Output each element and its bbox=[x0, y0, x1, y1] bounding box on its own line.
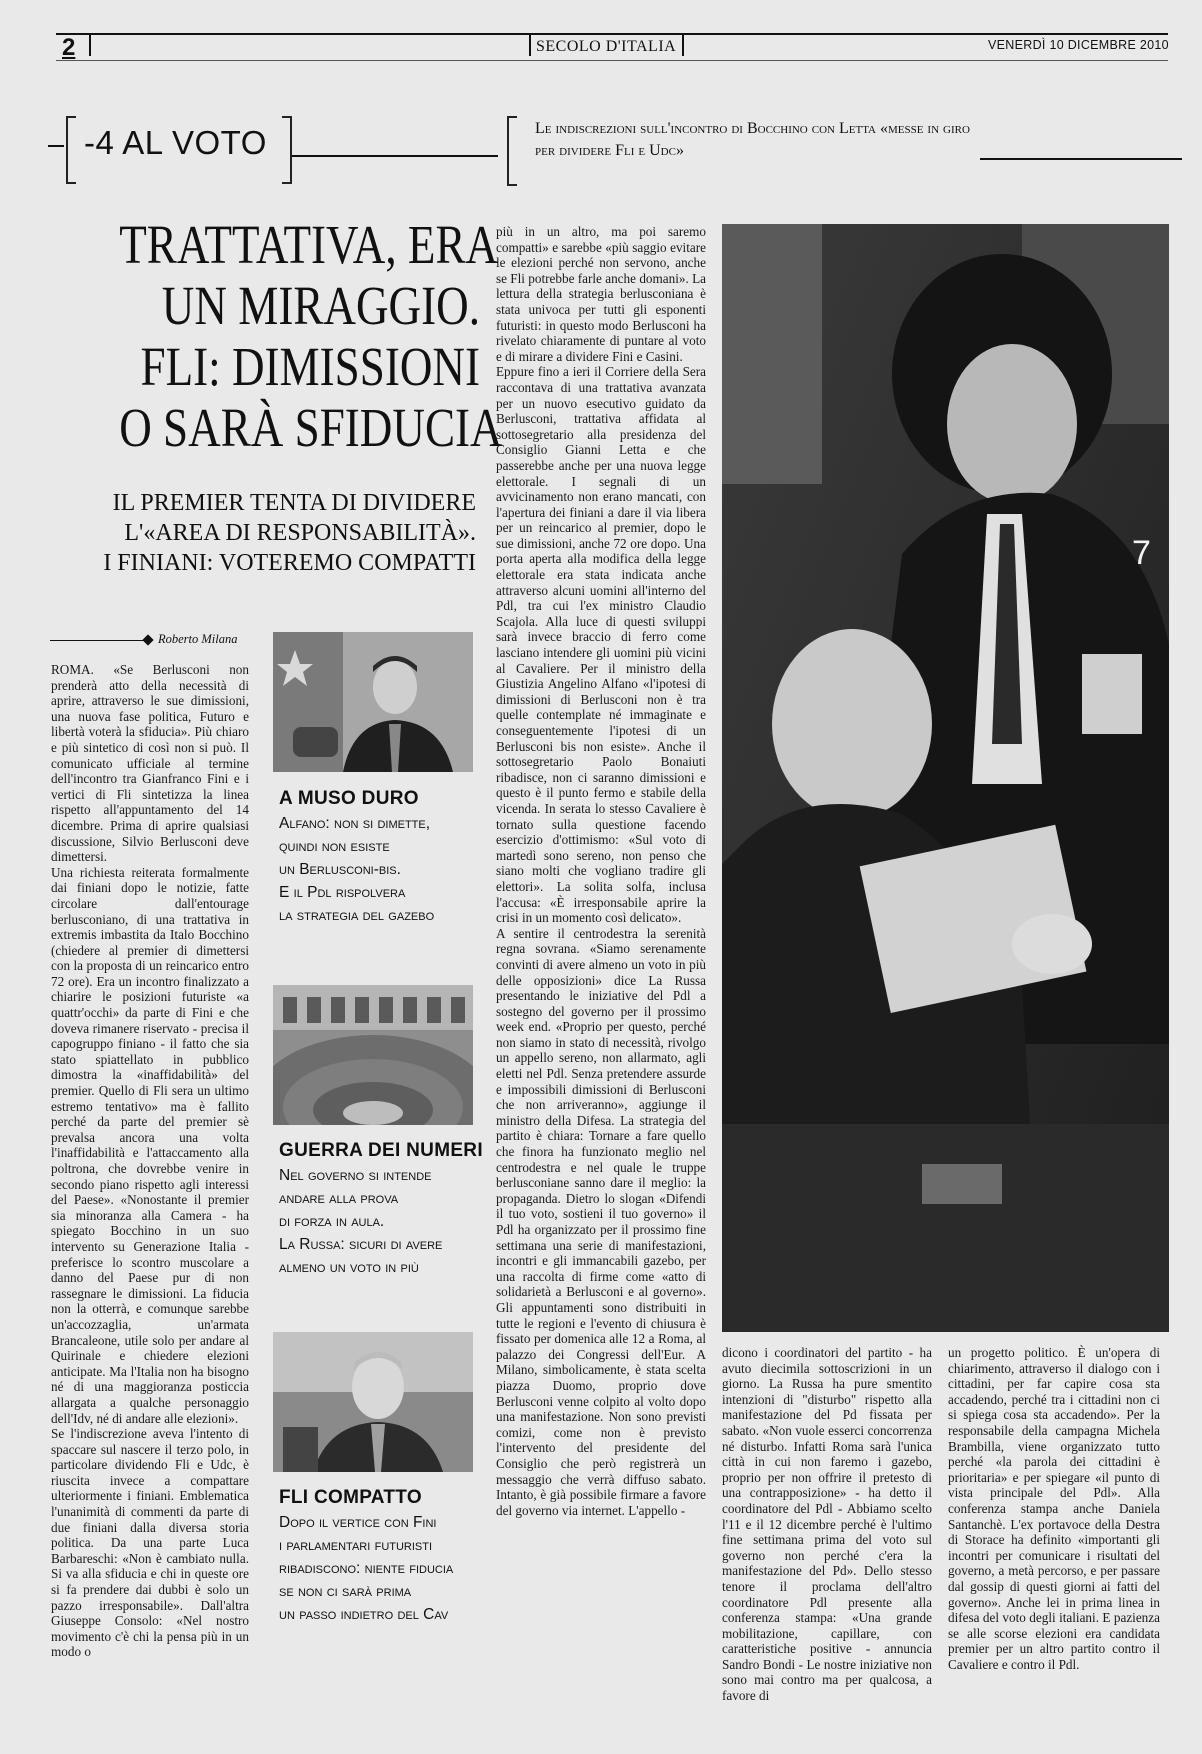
sidebar-2-line: almeno un voto in più bbox=[279, 1259, 419, 1276]
sidebar-2-line: andare alla prova bbox=[279, 1190, 399, 1207]
subhead-line: IL PREMIER TENTA DI DIVIDERE bbox=[112, 490, 476, 516]
masthead-divider-left bbox=[529, 34, 531, 56]
sidebar-1-line: quindi non esiste bbox=[279, 838, 390, 855]
alfano-photo bbox=[273, 632, 473, 772]
article-column-4: un progetto politico. È un'opera di chiarimento, attraverso il dialogo con i cittadini, per far capire cosa sta accadendo, perché tra i cittadini non ci si spiega cosa sta accadendo». Per la responsabile della campagna Michela Brambilla, viene organizzato tutto perché «la parola dei cittadini è prioritaria» e per spiegare «il punto di vista principale del Pdl». Alla conferenza stampa anche Daniela Santanchè. L'ex portavoce della Destra di Storace ha definito «importanti gli incontri per comunicare i risultati del governo, a metà percorso, e per passare dal gossip di questi giorni ai fatti del governo». Anche lei in prima linea in difesa del voto degli italiani. E pazienza se alle scorse elezioni era candidata premier per un altro partito contro il Cavaliere e contro il Pdl. bbox=[948, 1345, 1160, 1672]
sidebar-3-line: ribadiscono: niente fiducia bbox=[279, 1560, 454, 1577]
sidebar-3-line: Dopo il vertice con Fini bbox=[279, 1514, 437, 1531]
headline-line: UN MIRAGGIO. bbox=[161, 275, 480, 336]
fini-photo bbox=[273, 1332, 473, 1472]
sidebar-2-line: Nel governo si intende bbox=[279, 1167, 432, 1184]
byline-rule bbox=[50, 640, 146, 641]
header-rule-bottom bbox=[56, 60, 1168, 61]
article-column-1: ROMA. «Se Berlusconi non prenderà atto della necessità di aprire, attraverso le sue dimissioni, una nuova fase politica, Futuro e libertà voterà la sfiducia». Più chiaro e più sintetico di così non si può. Il comunicato ufficiale al termine dell'incontro tra Gianfranco Fini e i vertici di Fli sintetizza la linea rispetto all'appuntamento del 14 dicembre. Prima di aprire qualsiasi discussione, Silvio Berlusconi deve dimettersi. Una richiesta reiterata formalmente dai finiani dopo le notizie, fatte circolare dall'entourage berlusconiano, di una trattativa in extremis imbastita da Italo Bocchino (chiedere al premier di dimettersi con la proposta di un reincarico entro 72 ore). Era un incontro finalizzato a chiarire le posizioni futuriste «a quattr'occhi» da parte di Fini e che doveva rimanere riservato - precisa il capogruppo finiano - il fatto che sia stato spiattellato in pubblico dimostra la «inaffidabilità» del premier. Quello di Fli sera un ultimo estremo tentativo» ma è fallito perché da parte del premier sè prevalsa ancora una volta l'inaffidabilità e l'attaccamento alla poltrona, che dovrebbe venire in secondo piano rispetto agli interessi del Paese». «Nonostante il premier sia minoranza alla Camera - ha spiegato Bocchino in un suo intervento su Generazione Italia - preferisce lo scontro muscolare a danno del Paese pur di non rassegnare le dimissioni. La fiducia non la otterrà, e comunque sarebbe un'accozzaglia, un'armata Brancaleone, utile solo per andare al Quirinale e chiedere elezioni anticipate. Ma l'Italia non ha bisogno né di una maggioranza posticcia allargata a qualche personaggio dell'Idv, né di andare alle elezioni». Se l'indiscrezione aveva l'intento di spaccare sul nascere il terzo polo, in particolare dividendo Fli e Udc, è riuscita invece a compattare ulteriormente i finiani. Emblematica l'unanimità di commenti da parte di due finiani dalla diversa storia politica. Da una parte Luca Barbareschi: «Non è cambiato nulla. Si va alla sfiducia e chi in queste ore si fa prendere dai dubbi è solo un pazzo irresponsabile». Dall'altra Giuseppe Consolo: «Nel nostro movimento c'è chi la pensa più in un modo o bbox=[51, 662, 249, 1660]
sidebar-3-body bbox=[279, 1511, 484, 1626]
section-rule-mid bbox=[292, 155, 498, 157]
main-photo bbox=[722, 224, 1169, 1332]
section-label: -4 AL VOTO bbox=[84, 124, 267, 161]
alfano-photo-image bbox=[273, 632, 473, 772]
headline bbox=[119, 214, 503, 458]
issue-date: VENERDÌ 10 DICEMBRE 2010 bbox=[988, 38, 1169, 52]
section-bracket-right bbox=[282, 116, 292, 184]
article-column-2: più in un altro, ma poi saremo compatti» e sarebbe «più saggio evitare le elezioni perché non servono, anche se Fli potrebbe farle anche domani». La lettura della strategia berlusconiana è stata univoca per tutti gli esponenti futuristi: in questo modo Berlusconi ha rivelato chiaramente di puntare al voto e di mirare a dividere Fini e Casini. Eppure fino a ieri il Corriere della Sera raccontava di una trattativa avanzata per un nuovo esecutivo guidato da Berlusconi, trattativa affidata al sottosegretario alla presidenza del Consiglio Gianni Letta e che passerebbe anche per una nuova legge elettorale. I segnali di un avvicinamento non erano mancati, con l'apertura dei finiani a dare il via libera per un reincarico al premier, dopo le sue dimissioni, anche 72 ore dopo. Una porta aperta alla modifica della legge elettorale era stata indicata anche attraverso alcuni uomini all'interno del Pdl, tra cui l'ex ministro Claudio Scajola. Alla luce di questi sviluppi sarà invece braccio di ferro come lasciano intendere gli uomini più vicini al Cavaliere. Per il ministro della Giustizia Angelino Alfano «l'ipotesi di dimissioni di Berlusconi non è tra quelle contemplate né immaginate e conseguentemente l'ipotesi di un Berlusconi bis non esiste». Anche il sottosegretario Paolo Bonaiuti ribadisce, non ci saranno dimissioni e questo è il punto fermo e stabile della vicenda. In serata lo stesso Cavaliere è tornato sulla questione facendo esercizio d'ottimismo: «Sul voto di martedì sono sereno, non penso che siano molti che vogliano tradire gli elettori». La solita solfa, inclusa l'accusa: «È irresponsabile aprire la crisi in un momento così delicato». A sentire il centrodestra la serenità regna sovrana. «Siamo serenamente convinti di avere almeno un voto in più delle opposizioni» dice La Russa presentando le iniziative del Pdl a sostegno del governo per il prossimo week end. «Proprio per questo, perché non siamo in stato di necessità, rivolgo un appello sereno, non allarmato, agli eletti nel Pdl. Senza pretendere assurde e impossibili dimissioni di Berlusconi che non arriveranno», aggiunge il ministro della Difesa. La strategia del partito è chiara: Tornare a fare quello che finora ha funzionato meglio nel centrodestra e nel quale le truppe berlusconiane sanno dare il meglio: la propaganda. Dietro lo slogan «Difendi il tuo voto, sostieni il tuo governo» il Pdl ha organizzato per il prossimo fine settimana una serie di manifestazioni, incontri e gli immancabili gazebo, per una raccolta di firme come «atto di solidarietà a Berlusconi e al governo». Gli appuntamenti sono distribuiti in tutte le regioni e l'evento di chiusura è fissato per domenica alle 12 a Roma, al palazzo dei Congressi dell'Eur. A Milano, simbolicamente, è stata scelta piazza Duomo, proprio dove Berlusconi venne colpito al volto dopo una manifestazione. Non sono previsti comizi, come non è previsto l'intervento del presidente del Consiglio che però registrerà un messaggio che verrà diffuso sabato. Intanto, è già possibile firmare a favore del governo via internet. L'appello - bbox=[496, 224, 706, 1518]
article-column-3: dicono i coordinatori del partito - ha avuto diecimila sottoscrizioni in un giorno. La Russa ha pure smentito intenzioni di "disturbo" rispetto alla manifestazione del Pd fissata per sabato. «Non vuole esserci concorrenza né disturbo. Infatti Roma sarà l'unica città in cui non faremo i gazebo, proprio per non offrire il pretesto di una contrapposizione» - ha detto il coordinatore del Pdl - Abbiamo scelto l'11 e il 12 dicembre perché è l'ultimo fine settimana prima del voto sul governo non perché c'era la manifestazione del Pd». Dello stesso tenore il proclama dell'altro coordinatore Pdl presente alla conferenza stampa: «Una grande mobilitazione, capillare, con caratteristiche positive - annuncia Sandro Bondi - Le nostre iniziative non sono mai contro ma per qualcosa, a favore di bbox=[722, 1345, 932, 1704]
header-rule bbox=[56, 33, 1168, 35]
section-rule-right bbox=[980, 158, 1182, 160]
masthead: SECOLO D'ITALIA bbox=[536, 38, 677, 55]
sidebar-2-line: La Russa: sicuri di avere bbox=[279, 1236, 443, 1253]
headline-line: O SARÀ SFIDUCIA bbox=[119, 397, 503, 458]
section-bracket-left bbox=[66, 116, 76, 184]
sidebar-2-title: GUERRA DEI NUMERI bbox=[279, 1140, 483, 1161]
sidebar-1-line: la strategia del gazebo bbox=[279, 907, 435, 924]
page-number: 2 bbox=[62, 34, 76, 61]
sidebar-2-body bbox=[279, 1164, 479, 1279]
byline-diamond bbox=[142, 634, 153, 645]
kicker-bracket bbox=[507, 116, 517, 186]
sidebar-1-body bbox=[279, 812, 479, 927]
section-kicker: Le indiscrezioni sull'incontro di Bocchino con Letta «messe in giro per dividere Fli e Udc» bbox=[535, 120, 970, 159]
sidebar-3-line: un passo indietro del Cav bbox=[279, 1606, 449, 1623]
chamber-photo bbox=[273, 985, 473, 1125]
sidebar-1-line: un Berlusconi-bis. bbox=[279, 861, 401, 878]
headline-line: TRATTATIVA, ERA bbox=[119, 214, 499, 275]
sidebar-1-line: Alfano: non si dimette, bbox=[279, 815, 431, 832]
sidebar-3-line: se non ci sarà prima bbox=[279, 1583, 412, 1600]
section-rule-left bbox=[48, 145, 64, 147]
sidebar-1-line: E il Pdl rispolvera bbox=[279, 884, 406, 901]
chamber-photo-image bbox=[273, 985, 473, 1125]
headline-line: FLI: DIMISSIONI bbox=[140, 336, 480, 397]
sidebar-1-title: A MUSO DURO bbox=[279, 788, 419, 809]
subhead-line: L'«AREA DI RESPONSABILITÀ». bbox=[124, 520, 476, 546]
main-photo-image bbox=[722, 224, 1169, 1332]
byline: Roberto Milana bbox=[158, 632, 238, 646]
subhead bbox=[40, 488, 476, 578]
page-number-divider bbox=[89, 34, 91, 56]
photo-number: 7 bbox=[1132, 534, 1151, 572]
fini-photo-image bbox=[273, 1332, 473, 1472]
sidebar-3-line: i parlamentari futuristi bbox=[279, 1537, 433, 1554]
subhead-line: I FINIANI: VOTEREMO COMPATTI bbox=[103, 550, 476, 576]
sidebar-2-line: di forza in aula. bbox=[279, 1213, 385, 1230]
masthead-divider-right bbox=[682, 34, 684, 56]
sidebar-3-title: FLI COMPATTO bbox=[279, 1487, 422, 1508]
